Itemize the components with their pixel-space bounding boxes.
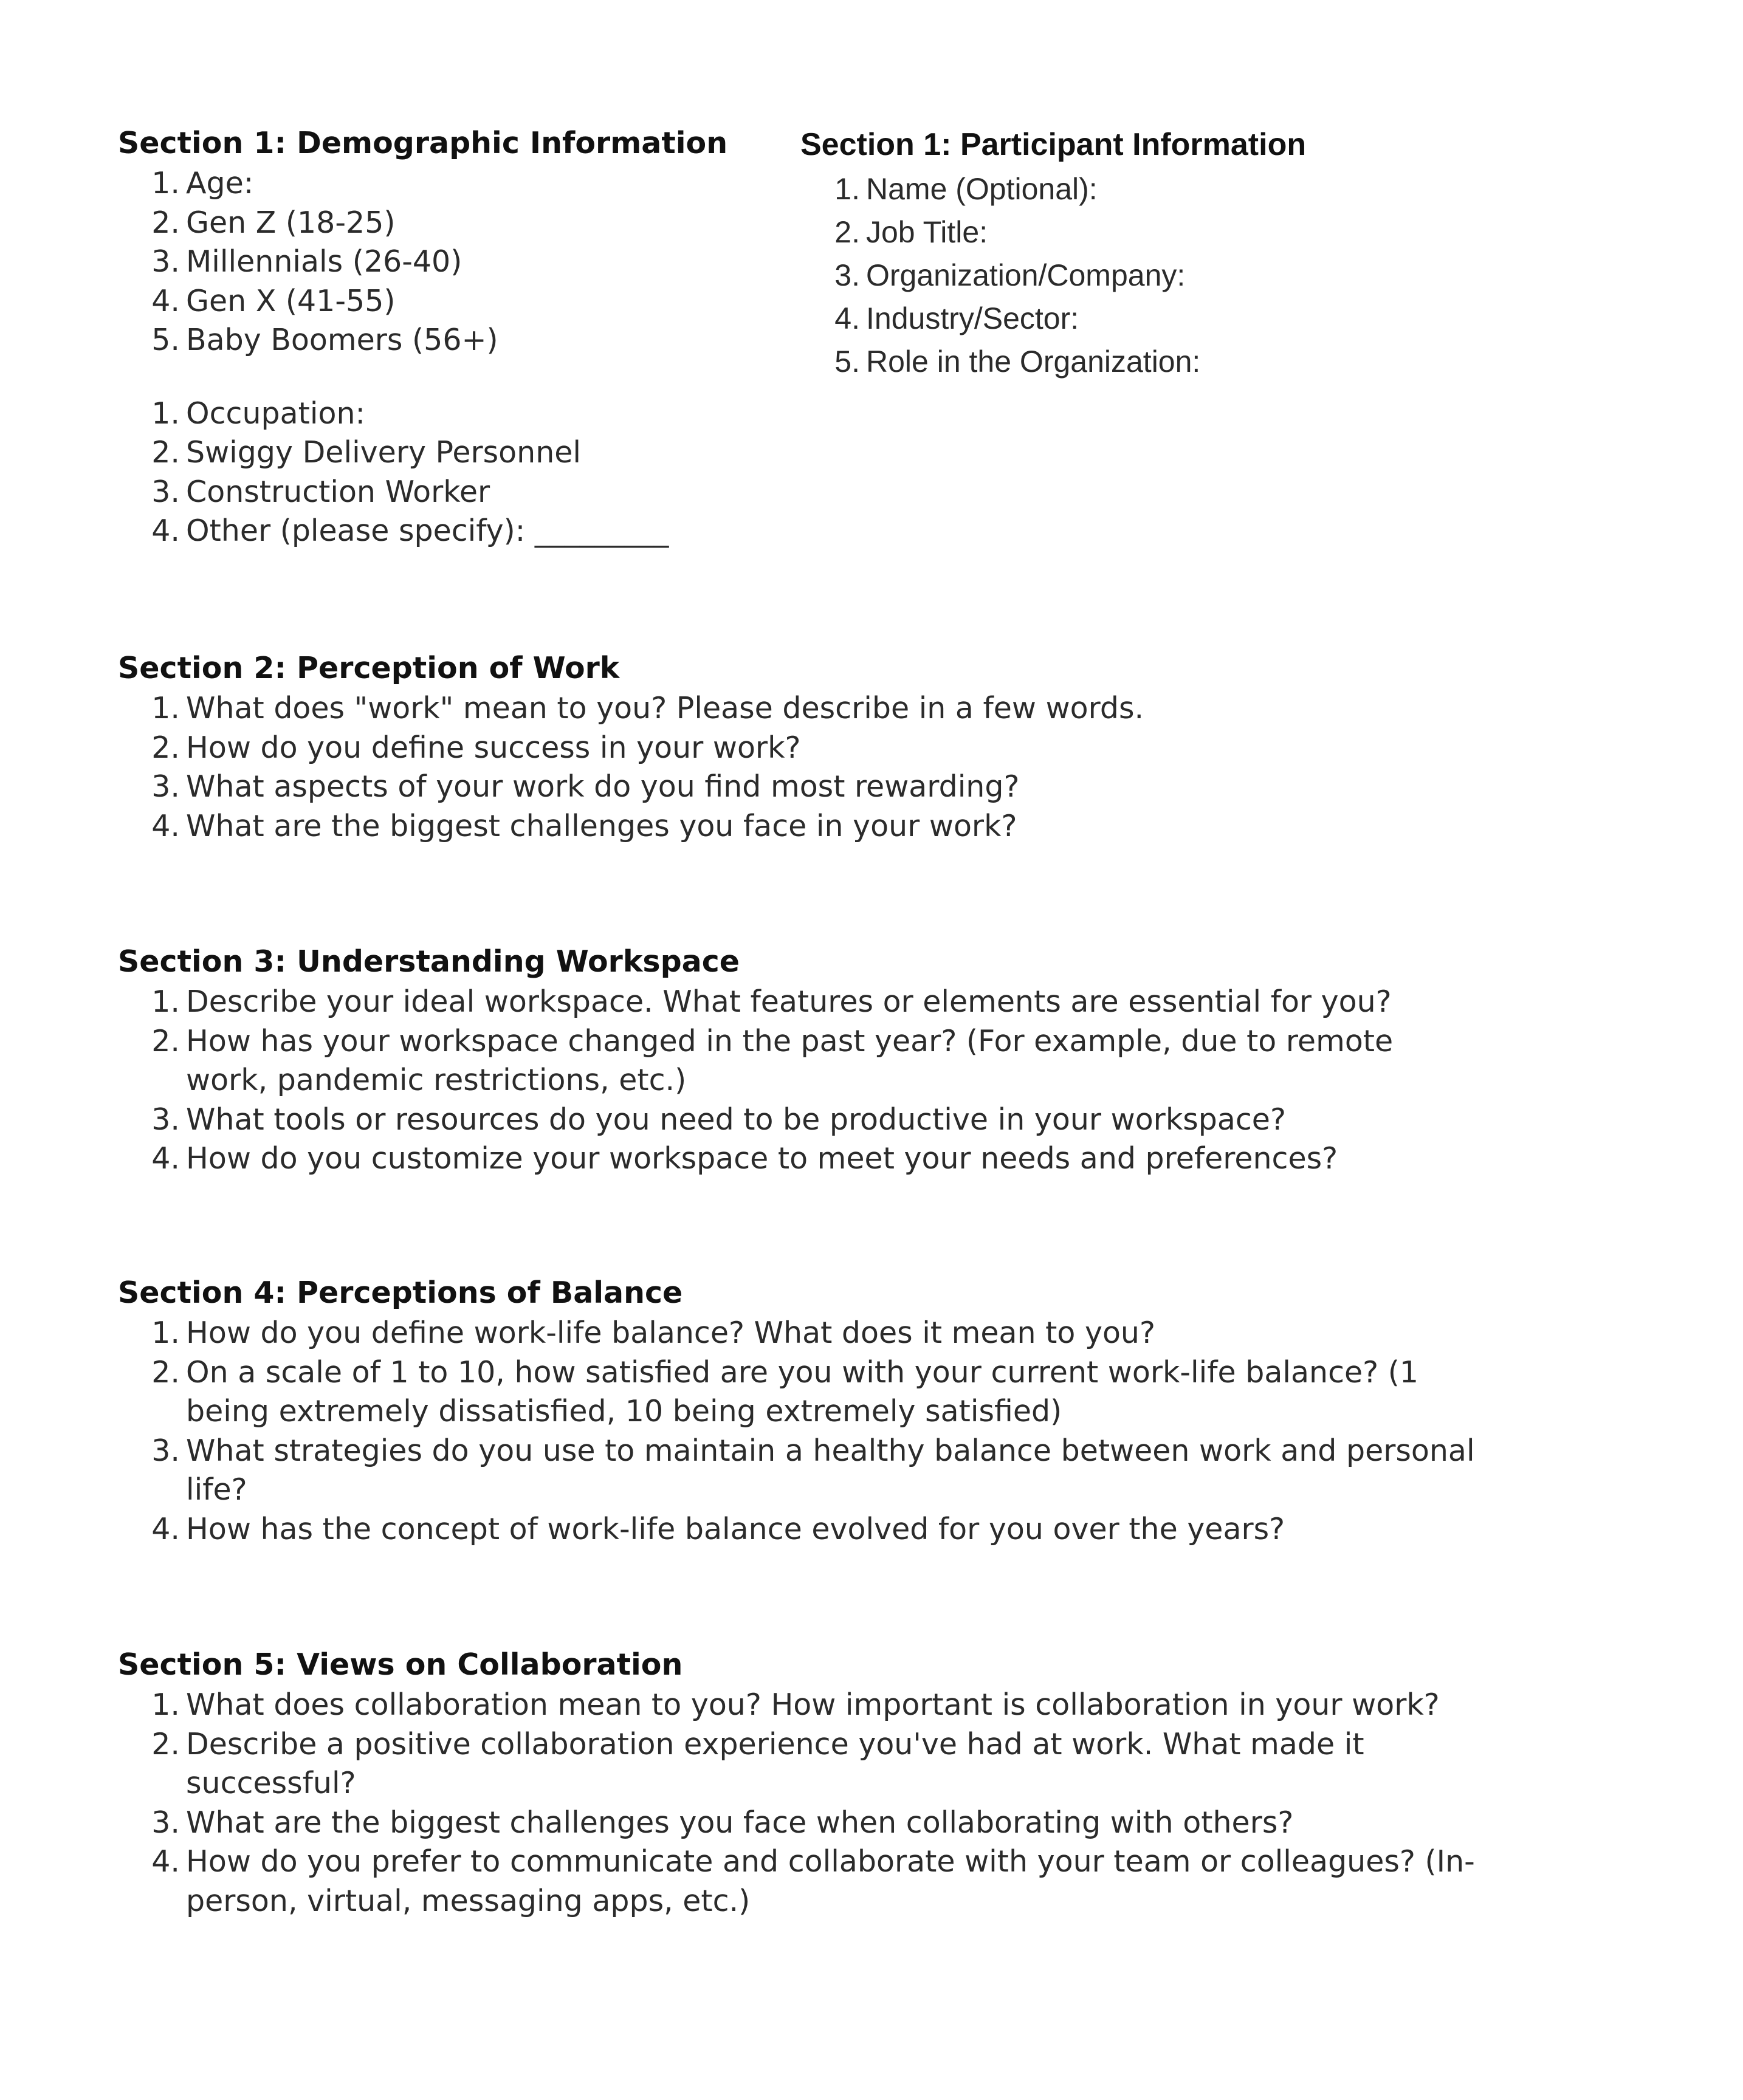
list-item <box>118 983 1485 1022</box>
list-item <box>800 211 1408 254</box>
item-number: 3. <box>834 258 860 292</box>
item-text: How do you define success in your work? <box>186 730 801 765</box>
section-heading: Section 3: Understanding Workspace <box>118 944 740 979</box>
list-item <box>118 807 1516 846</box>
list-item <box>118 1803 1485 1843</box>
item-text: Gen Z (18-25) <box>186 205 396 240</box>
item-text: Job Title: <box>866 215 988 249</box>
item-number: 2. <box>151 730 180 765</box>
section-heading: Section 5: Views on Collaboration <box>118 1647 683 1682</box>
list-item <box>118 242 786 282</box>
age-list <box>118 164 786 360</box>
item-text: What tools or resources do you need to be productive in your workspace? <box>186 1102 1286 1137</box>
list-item <box>800 297 1408 340</box>
item-number: 3. <box>151 474 180 509</box>
list-item <box>118 1510 1485 1549</box>
item-number: 3. <box>151 1102 180 1137</box>
item-text: How do you define work-life balance? What does it mean to you? <box>186 1316 1155 1350</box>
item-text: Name (Optional): <box>866 172 1098 206</box>
list-item <box>800 168 1408 211</box>
item-number: 4. <box>151 513 180 548</box>
list-item <box>118 1100 1485 1140</box>
question-list <box>118 983 1485 1179</box>
list-item <box>118 1353 1511 1432</box>
section-participant <box>800 125 1408 383</box>
item-text: Other (please specify): _________ <box>186 513 669 548</box>
section-understanding-workspace <box>118 942 1485 1179</box>
list-item <box>118 729 1516 768</box>
item-number: 4. <box>151 1844 180 1879</box>
list-item <box>118 1686 1480 1725</box>
item-number: 2. <box>151 435 180 470</box>
item-number: 1. <box>151 1316 180 1350</box>
item-number: 5. <box>151 323 180 357</box>
item-number: 1. <box>151 691 180 726</box>
section-heading: Section 1: Demographic Information <box>118 126 728 160</box>
section-perception-of-work <box>118 649 1516 846</box>
item-number: 2. <box>151 1726 180 1762</box>
list-item <box>118 164 786 204</box>
list-item <box>118 282 786 321</box>
list-item <box>118 1139 1485 1179</box>
item-number: 1. <box>151 1687 180 1722</box>
item-number: 1. <box>834 172 860 206</box>
item-text: Organization/Company: <box>866 258 1186 292</box>
item-text: What does "work" mean to you? Please describe in a few words. <box>186 691 1144 726</box>
list-item <box>800 340 1408 383</box>
list-item <box>118 204 786 243</box>
list-item <box>118 433 786 473</box>
item-text: Gen X (41-55) <box>186 283 396 318</box>
participant-list <box>800 168 1408 383</box>
list-item <box>118 473 786 512</box>
list-item <box>118 1432 1480 1510</box>
item-number: 1. <box>151 166 180 201</box>
section-heading: Section 1: Participant Information <box>800 127 1307 162</box>
question-list <box>118 1314 1485 1549</box>
section-views-on-collaboration <box>118 1645 1485 1921</box>
list-item <box>118 689 1516 729</box>
item-text: How has your workspace changed in the past year? (For example, due to remote work, pandemic restrictions, etc.) <box>186 1023 1394 1097</box>
list-item <box>118 1022 1480 1100</box>
item-text: Millennials (26-40) <box>186 244 462 279</box>
section-demographic <box>118 124 786 551</box>
item-text: Swiggy Delivery Personnel <box>186 435 582 470</box>
item-number: 2. <box>151 1354 180 1390</box>
item-text: On a scale of 1 to 10, how satisfied are you with your current work-life balance? (1 being extremely dissatisfied, 10 being extremely satisfied) <box>186 1354 1419 1429</box>
occupation-list <box>118 394 786 551</box>
list-item <box>118 1725 1480 1803</box>
question-list <box>118 689 1516 846</box>
item-number: 4. <box>834 301 860 335</box>
item-number: 2. <box>151 205 180 240</box>
item-text: What does collaboration mean to you? How important is collaboration in your work? <box>186 1687 1440 1722</box>
question-list <box>118 1686 1485 1921</box>
section-heading: Section 2: Perception of Work <box>118 651 620 685</box>
item-number: 2. <box>834 215 860 249</box>
item-number: 3. <box>151 244 180 279</box>
section-perceptions-of-balance <box>118 1274 1485 1549</box>
item-number: 3. <box>151 1805 180 1840</box>
item-text: What are the biggest challenges you face in your work? <box>186 808 1017 843</box>
item-text: Role in the Organization: <box>866 345 1201 379</box>
list-item <box>118 321 786 360</box>
item-number: 2. <box>151 1023 180 1059</box>
section-heading: Section 4: Perceptions of Balance <box>118 1275 683 1310</box>
item-text: Industry/Sector: <box>866 301 1079 335</box>
list-item <box>118 394 786 434</box>
item-text: Age: <box>186 166 254 201</box>
list-item <box>118 512 786 551</box>
item-text: How has the concept of work-life balance evolved for you over the years? <box>186 1511 1285 1546</box>
list-item <box>118 1842 1535 1921</box>
item-number: 4. <box>151 808 180 843</box>
item-text: Describe your ideal workspace. What features or elements are essential for you? <box>186 984 1392 1019</box>
item-text: Baby Boomers (56+) <box>186 323 498 357</box>
item-text: What aspects of your work do you find most rewarding? <box>186 769 1020 804</box>
item-text: How do you prefer to communicate and collaborate with your team or colleagues? (In-person, virtual, messaging apps, etc.) <box>186 1844 1475 1918</box>
list-item <box>118 767 1516 807</box>
item-number: 4. <box>151 1141 180 1176</box>
item-text: What are the biggest challenges you face when collaborating with others? <box>186 1805 1294 1840</box>
list-item <box>118 1314 1485 1353</box>
item-number: 5. <box>834 345 860 379</box>
item-text: Occupation: <box>186 396 366 431</box>
item-number: 3. <box>151 769 180 804</box>
item-text: What strategies do you use to maintain a healthy balance between work and personal life? <box>186 1433 1475 1507</box>
item-number: 3. <box>151 1433 180 1468</box>
item-number: 1. <box>151 984 180 1019</box>
item-text: How do you customize your workspace to meet your needs and preferences? <box>186 1141 1338 1176</box>
item-number: 4. <box>151 283 180 318</box>
item-text: Construction Worker <box>186 474 490 509</box>
item-text: Describe a positive collaboration experience you've had at work. What made it successful? <box>186 1726 1364 1800</box>
item-number: 1. <box>151 396 180 431</box>
item-number: 4. <box>151 1511 180 1546</box>
list-item <box>800 254 1408 297</box>
